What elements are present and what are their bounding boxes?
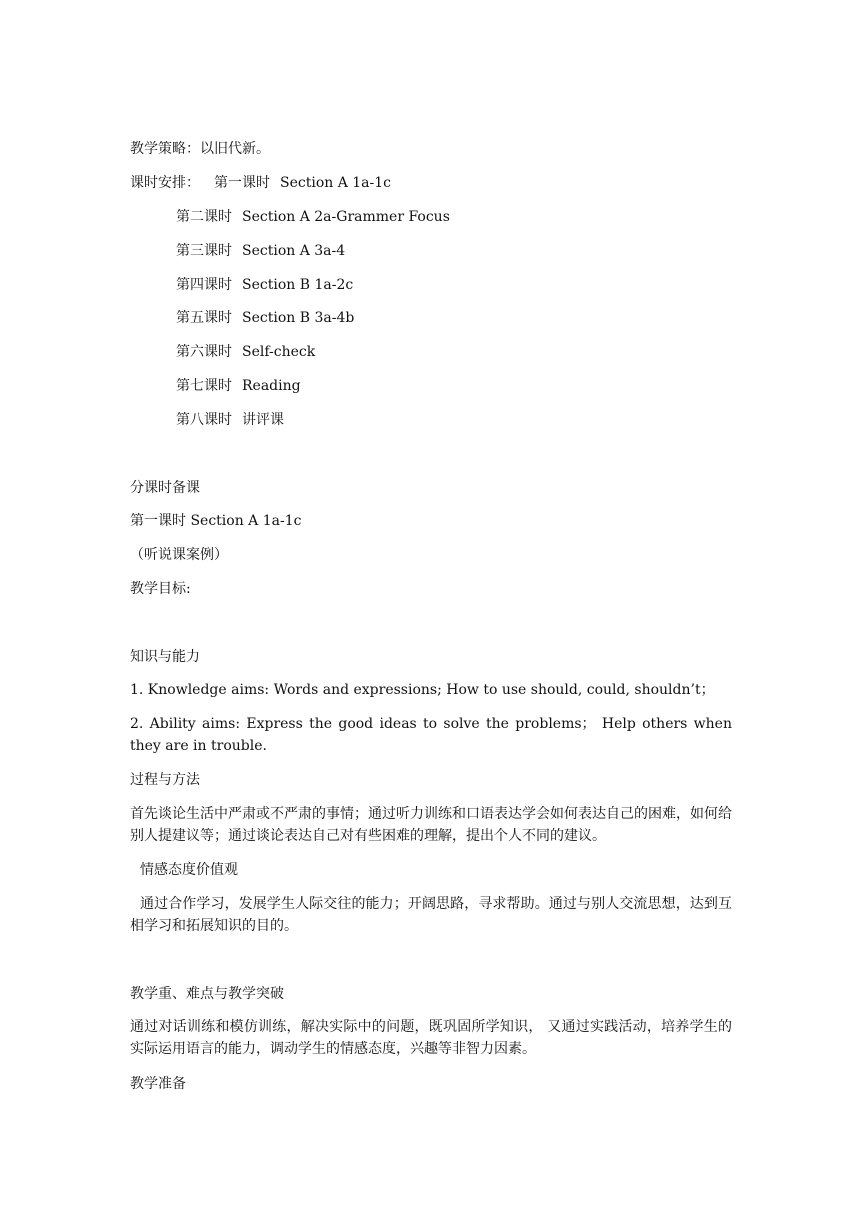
schedule-lesson: 第六课时 (176, 344, 232, 360)
schedule-content: 讲评课 (242, 412, 284, 428)
schedule-lesson: 第二课时 (176, 209, 232, 225)
goals-heading: 教学目标: (130, 581, 191, 597)
schedule-row-3 (176, 240, 345, 262)
schedule-content: Self-check (242, 344, 316, 360)
emotion-text: 通过合作学习，发展学生人际交往的能力；开阔思路，寻求帮助。通过与别人交流思想，达到互相学习和拓展知识的目的。 (130, 896, 732, 934)
knowledge-aims: 1. Knowledge aims: Words and expressions; How to use should, could, shouldn’t； (130, 682, 715, 698)
schedule-content: Section A 2a-Grammer Focus (242, 209, 450, 225)
schedule-row-8 (176, 409, 284, 431)
schedule-label: 课时安排： (130, 175, 200, 191)
process-heading: 过程与方法 (130, 772, 200, 788)
schedule-lesson: 第八课时 (176, 412, 232, 428)
schedule-row-1 (130, 172, 391, 194)
schedule-content: Section B 1a-2c (242, 277, 354, 293)
knowledge-heading: 知识与能力 (130, 649, 200, 665)
schedule-content: Section A 1a-1c (280, 175, 392, 191)
key-points-text: 通过对话训练和模仿训练，解决实际中的问题，既巩固所学知识， 又通过实践活动，培养学生的实际运用语言的能力，调动学生的情感态度，兴趣等非智力因素。 (130, 1019, 732, 1057)
process-text: 首先谈论生活中严肃或不严肃的事情；通过听力训练和口语表达学会如何表达自己的困难，如何给别人提建议等；通过谈论表达自己对有些困难的理解，提出个人不同的建议。 (130, 806, 732, 844)
lesson-prep-heading: 分课时备课 (130, 480, 200, 496)
key-points-heading: 教学重、难点与教学突破 (130, 986, 284, 1002)
schedule-lesson: 第一课时 (214, 175, 270, 191)
schedule-row-5 (176, 307, 354, 329)
schedule-lesson: 第七课时 (176, 378, 232, 394)
schedule-lesson: 第三课时 (176, 243, 232, 259)
schedule-row-7 (176, 375, 301, 397)
lesson1-title: 第一课时 Section A 1a-1c (130, 513, 302, 529)
schedule-lesson: 第四课时 (176, 277, 232, 293)
ability-aims: 2. Ability aims: Express the good ideas to solve the problems； Help others when they are in trouble. (130, 716, 732, 754)
schedule-content: Reading (242, 378, 301, 394)
emotion-heading: 情感态度价值观 (140, 862, 238, 878)
teaching-strategy: 教学策略：以旧代新。 (130, 141, 270, 157)
prep-heading: 教学准备 (130, 1076, 186, 1092)
schedule-row-2 (176, 206, 450, 228)
schedule-content: Section A 3a-4 (242, 243, 346, 259)
schedule-row-6 (176, 341, 315, 363)
schedule-row-4 (176, 274, 353, 296)
schedule-content: Section B 3a-4b (242, 310, 355, 326)
lesson1-type: （听说课案例） (130, 547, 228, 563)
schedule-lesson: 第五课时 (176, 310, 232, 326)
